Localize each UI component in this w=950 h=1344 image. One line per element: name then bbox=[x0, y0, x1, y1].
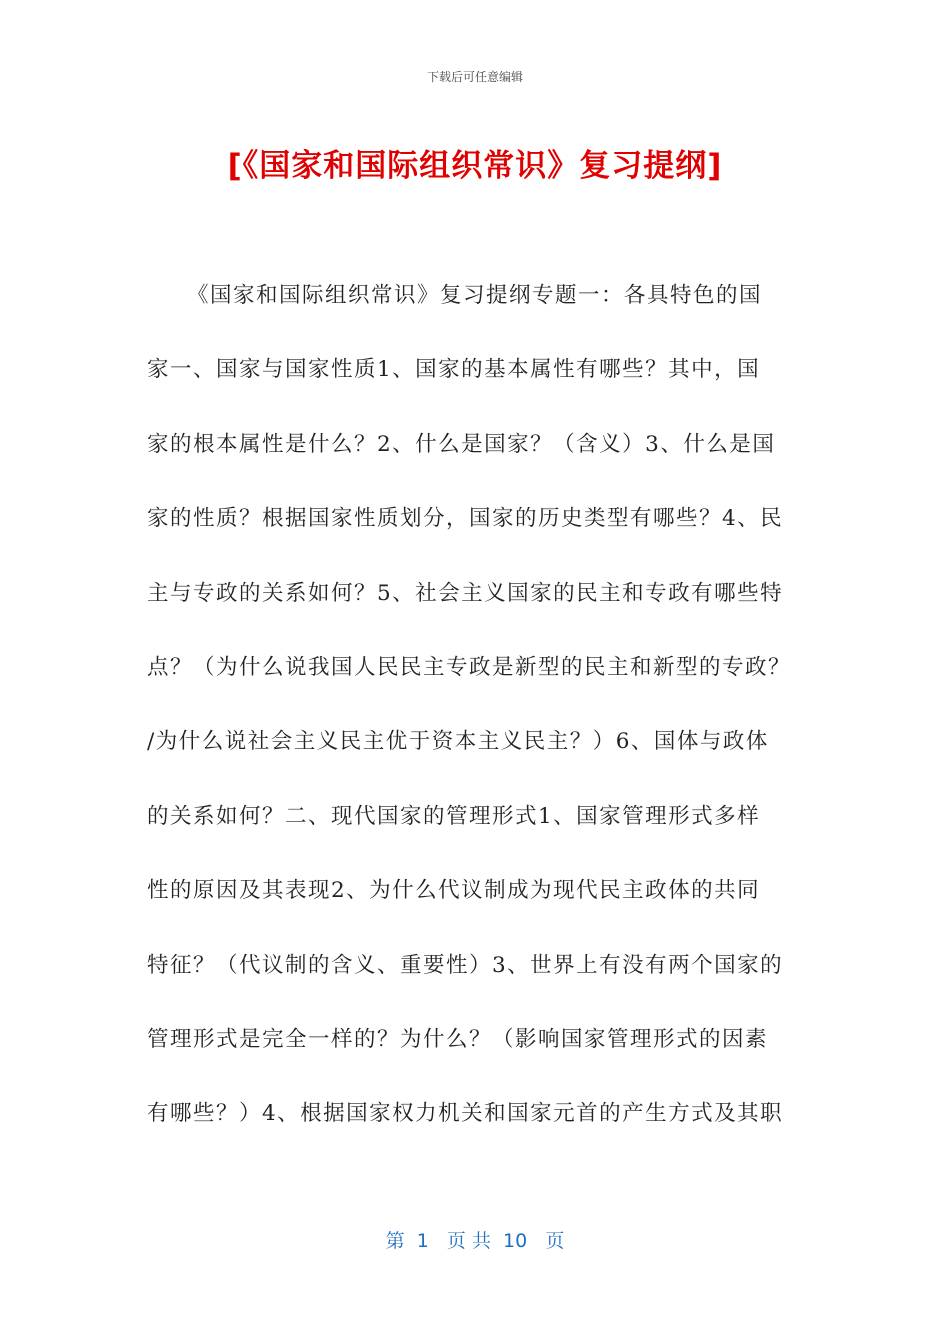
body-line: 的关系如何？二、现代国家的管理形式1、国家管理形式多样 bbox=[147, 803, 761, 829]
body-line: 家的性质？根据国家性质划分，国家的历史类型有哪些？4、民 bbox=[147, 506, 784, 532]
page-footer: 第 1 页 共 10 页 bbox=[385, 1230, 565, 1252]
body-line: /为什么说社会主义民主优于资本主义民主？）6、国体与政体 bbox=[147, 729, 769, 755]
body-line: 有哪些？）4、根据国家权力机关和国家元首的产生方式及其职 bbox=[147, 1101, 784, 1127]
body-line: 管理形式是完全一样的？为什么？（影响国家管理形式的因素 bbox=[147, 1026, 769, 1052]
header-note: 下载后可任意编辑 bbox=[426, 70, 523, 84]
body-line: 性的原因及其表现2、为什么代议制成为现代民主政体的共同 bbox=[147, 878, 761, 904]
body-line: 点？（为什么说我国人民民主专政是新型的民主和新型的专政？ bbox=[147, 654, 792, 680]
body-line: 家一、国家与国家性质1、国家的基本属性有哪些？其中，国 bbox=[147, 357, 761, 383]
document-body bbox=[147, 275, 812, 1168]
body-line: 《国家和国际组织常识》复习提纲专题一：各具特色的国 bbox=[187, 283, 763, 308]
document-title: [《国家和国际组织常识》复习提纲] bbox=[227, 148, 723, 184]
body-line: 家的根本属性是什么？2、什么是国家？（含义）3、什么是国 bbox=[147, 431, 776, 457]
body-line: 主与专政的关系如何？5、社会主义国家的民主和专政有哪些特 bbox=[147, 580, 784, 606]
body-line: 特征？（代议制的含义、重要性）3、世界上有没有两个国家的 bbox=[147, 952, 784, 978]
